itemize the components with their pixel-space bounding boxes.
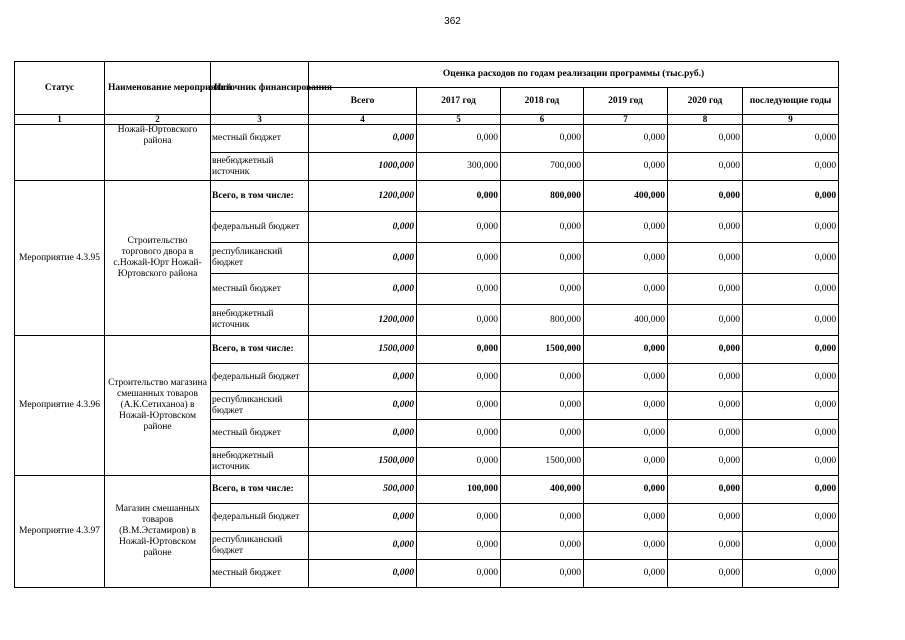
year-value-cell: 400,000 <box>584 305 668 336</box>
year-value-cell: 0,000 <box>501 125 584 153</box>
year-value-cell: 0,000 <box>668 364 743 392</box>
total-value-cell: 1000,000 <box>309 153 417 181</box>
year-value-cell: 0,000 <box>417 364 501 392</box>
table-row <box>15 476 839 504</box>
year-value-cell: 0,000 <box>417 274 501 305</box>
total-value-cell: 1200,000 <box>309 181 417 212</box>
year-value-cell: 0,000 <box>417 336 501 364</box>
year-header: 2018 год <box>501 88 584 115</box>
funding-source-cell: местный бюджет <box>211 560 309 588</box>
funding-source-cell: Всего, в том числе: <box>211 336 309 364</box>
year-value-cell: 0,000 <box>743 274 839 305</box>
column-number: 6 <box>501 115 584 125</box>
funding-source-cell: местный бюджет <box>211 274 309 305</box>
year-value-cell: 0,000 <box>501 532 584 560</box>
year-value-cell: 0,000 <box>417 125 501 153</box>
year-header: 2017 год <box>417 88 501 115</box>
year-value-cell: 0,000 <box>668 305 743 336</box>
funding-source-cell: внебюджетный источник <box>211 153 309 181</box>
year-value-cell: 1500,000 <box>501 336 584 364</box>
total-value-cell: 0,000 <box>309 212 417 243</box>
year-header: Всего <box>309 88 417 115</box>
measure-name-cell: Строительство торгового двора в с.Ножай-Юрт Ножай-Юртовского района <box>105 181 211 336</box>
total-value-cell: 0,000 <box>309 420 417 448</box>
total-value-cell: 1500,000 <box>309 336 417 364</box>
year-value-cell: 0,000 <box>743 153 839 181</box>
funding-source-cell: республиканский бюджет <box>211 532 309 560</box>
year-value-cell: 0,000 <box>417 504 501 532</box>
measure-name-cell: Строительство магазина смешанных товаров (А.К.Сетиханоа) в Ножай-Юртовском районе <box>105 336 211 476</box>
funding-source-cell: республиканский бюджет <box>211 243 309 274</box>
column-number: 9 <box>743 115 839 125</box>
year-value-cell: 0,000 <box>668 532 743 560</box>
year-value-cell: 0,000 <box>501 504 584 532</box>
year-value-cell: 0,000 <box>584 560 668 588</box>
year-value-cell: 0,000 <box>743 125 839 153</box>
total-value-cell: 0,000 <box>309 243 417 274</box>
year-value-cell: 0,000 <box>743 243 839 274</box>
total-value-cell: 1200,000 <box>309 305 417 336</box>
measure-name-cell: Магазин смешанных товаров (В.М.Эстамиров) в Ножай-Юртовском районе <box>105 476 211 588</box>
total-value-cell: 500,000 <box>309 476 417 504</box>
year-value-cell: 0,000 <box>501 560 584 588</box>
funding-source-cell: внебюджетный источник <box>211 305 309 336</box>
status-cell <box>15 125 105 181</box>
total-value-cell: 0,000 <box>309 364 417 392</box>
year-header: последующие годы <box>743 88 839 115</box>
year-value-cell: 0,000 <box>584 420 668 448</box>
year-value-cell: 0,000 <box>743 560 839 588</box>
year-value-cell: 0,000 <box>743 448 839 476</box>
status-header: Статус <box>15 62 105 115</box>
funding-source-cell: местный бюджет <box>211 125 309 153</box>
status-cell: Мероприятие 4.3.97 <box>15 476 105 588</box>
year-value-cell: 0,000 <box>584 274 668 305</box>
year-value-cell: 0,000 <box>584 364 668 392</box>
year-value-cell: 0,000 <box>743 181 839 212</box>
year-value-cell: 0,000 <box>743 336 839 364</box>
year-value-cell: 0,000 <box>417 448 501 476</box>
year-value-cell: 0,000 <box>417 392 501 420</box>
table-header <box>15 62 839 125</box>
funding-source-cell: местный бюджет <box>211 420 309 448</box>
column-number: 4 <box>309 115 417 125</box>
year-value-cell: 1500,000 <box>501 448 584 476</box>
year-value-cell: 0,000 <box>668 560 743 588</box>
year-value-cell: 0,000 <box>743 305 839 336</box>
column-number: 3 <box>211 115 309 125</box>
year-value-cell: 0,000 <box>417 560 501 588</box>
total-value-cell: 1500,000 <box>309 448 417 476</box>
name-header: Наименование мероприятий <box>105 62 211 115</box>
year-value-cell: 0,000 <box>501 420 584 448</box>
year-value-cell: 0,000 <box>668 153 743 181</box>
year-value-cell: 0,000 <box>501 392 584 420</box>
year-value-cell: 0,000 <box>584 153 668 181</box>
year-value-cell: 0,000 <box>501 274 584 305</box>
year-header: 2019 год <box>584 88 668 115</box>
estimate-header: Оценка расходов по годам реализации программы (тыс.руб.) <box>309 62 839 88</box>
year-header: 2020 год <box>668 88 743 115</box>
year-value-cell: 0,000 <box>584 476 668 504</box>
year-value-cell: 800,000 <box>501 305 584 336</box>
year-value-cell: 800,000 <box>501 181 584 212</box>
total-value-cell: 0,000 <box>309 392 417 420</box>
year-value-cell: 0,000 <box>668 243 743 274</box>
total-value-cell: 0,000 <box>309 125 417 153</box>
status-cell: Мероприятие 4.3.95 <box>15 181 105 336</box>
funding-source-cell: республиканский бюджет <box>211 392 309 420</box>
column-number: 8 <box>668 115 743 125</box>
year-value-cell: 0,000 <box>417 305 501 336</box>
year-value-cell: 0,000 <box>743 212 839 243</box>
year-value-cell: 0,000 <box>501 243 584 274</box>
year-value-cell: 0,000 <box>668 125 743 153</box>
year-value-cell: 0,000 <box>668 274 743 305</box>
column-numbers-row <box>15 115 839 125</box>
column-number: 1 <box>15 115 105 125</box>
year-value-cell: 0,000 <box>668 504 743 532</box>
total-value-cell: 0,000 <box>309 274 417 305</box>
measure-name-cell: Ножай-Юртовского района <box>105 125 211 181</box>
page-number: 362 <box>444 16 461 27</box>
funding-source-cell: Всего, в том числе: <box>211 476 309 504</box>
year-value-cell: 0,000 <box>584 212 668 243</box>
year-value-cell: 0,000 <box>501 212 584 243</box>
column-number: 7 <box>584 115 668 125</box>
year-value-cell: 0,000 <box>584 336 668 364</box>
total-value-cell: 0,000 <box>309 532 417 560</box>
table-row <box>15 336 839 364</box>
funding-source-cell: федеральный бюджет <box>211 212 309 243</box>
funding-source-cell: Всего, в том числе: <box>211 181 309 212</box>
year-value-cell: 0,000 <box>417 420 501 448</box>
year-value-cell: 0,000 <box>743 392 839 420</box>
table-body <box>15 125 839 588</box>
year-value-cell: 0,000 <box>584 125 668 153</box>
year-value-cell: 100,000 <box>417 476 501 504</box>
year-value-cell: 0,000 <box>584 448 668 476</box>
year-value-cell: 0,000 <box>584 392 668 420</box>
year-value-cell: 0,000 <box>743 420 839 448</box>
table-row <box>15 181 839 212</box>
year-value-cell: 0,000 <box>743 364 839 392</box>
year-value-cell: 0,000 <box>668 336 743 364</box>
year-value-cell: 0,000 <box>417 212 501 243</box>
year-value-cell: 0,000 <box>668 476 743 504</box>
year-value-cell: 0,000 <box>584 243 668 274</box>
total-value-cell: 0,000 <box>309 504 417 532</box>
year-value-cell: 300,000 <box>417 153 501 181</box>
year-value-cell: 0,000 <box>668 392 743 420</box>
year-value-cell: 0,000 <box>668 448 743 476</box>
funding-source-cell: федеральный бюджет <box>211 504 309 532</box>
year-value-cell: 0,000 <box>743 532 839 560</box>
year-value-cell: 0,000 <box>668 420 743 448</box>
year-value-cell: 0,000 <box>584 504 668 532</box>
expense-table <box>14 61 839 588</box>
year-value-cell: 400,000 <box>584 181 668 212</box>
year-value-cell: 400,000 <box>501 476 584 504</box>
status-cell: Мероприятие 4.3.96 <box>15 336 105 476</box>
year-value-cell: 0,000 <box>743 476 839 504</box>
year-value-cell: 0,000 <box>417 181 501 212</box>
source-header: Источник финансирования <box>211 62 309 115</box>
year-value-cell: 0,000 <box>417 243 501 274</box>
year-value-cell: 700,000 <box>501 153 584 181</box>
column-number: 5 <box>417 115 501 125</box>
year-value-cell: 0,000 <box>501 364 584 392</box>
funding-source-cell: федеральный бюджет <box>211 364 309 392</box>
year-value-cell: 0,000 <box>668 181 743 212</box>
year-value-cell: 0,000 <box>668 212 743 243</box>
year-value-cell: 0,000 <box>743 504 839 532</box>
year-value-cell: 0,000 <box>417 532 501 560</box>
year-value-cell: 0,000 <box>584 532 668 560</box>
column-number: 2 <box>105 115 211 125</box>
table-row <box>15 125 839 153</box>
funding-source-cell: внебюджетный источник <box>211 448 309 476</box>
total-value-cell: 0,000 <box>309 560 417 588</box>
